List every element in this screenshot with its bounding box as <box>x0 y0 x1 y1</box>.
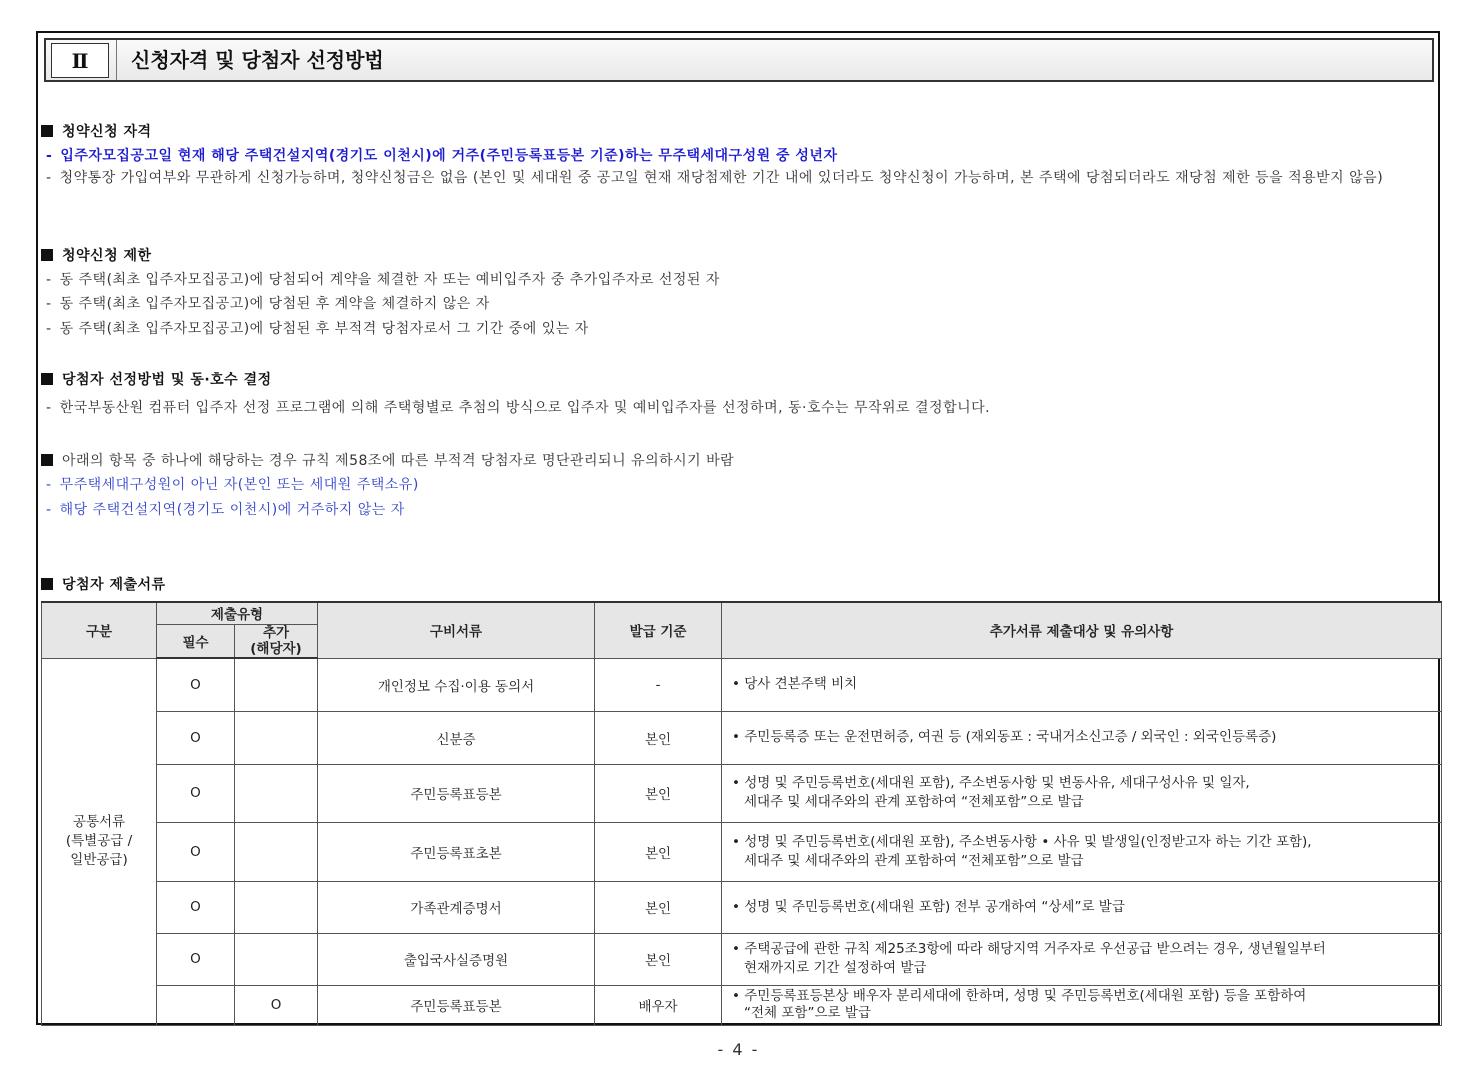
note-cell: • 당사 견본주택 비치 <box>722 658 1442 711</box>
additional-cell: O <box>235 985 318 1025</box>
page-frame <box>36 31 1440 1025</box>
header-category: 구분 <box>42 602 157 658</box>
basis-cell: - <box>595 658 722 711</box>
documents-table <box>41 601 1442 1026</box>
note-cell: • 주민등록표등본상 배우자 분리세대에 한하며, 성명 및 주민등록번호(세대원 포함) 등을 포함하여 “전체 포함”으로 발급 <box>722 985 1442 1025</box>
document-cell: 가족관계증명서 <box>318 881 595 933</box>
square-bullet-icon <box>41 249 53 261</box>
note-cell: • 성명 및 주민등록번호(세대원 포함), 주소변동사항 • 사유 및 발생일(인정받고자 하는 기간 포함), 세대주 및 세대주와의 관계 포함하여 “전체포함”으로 발급 <box>722 822 1442 881</box>
warning-heading: 아래의 항목 중 하나에 해당하는 경우 규칙 제58조에 따른 부적격 당첨자로 명단관리되니 유의하시기 바람 <box>41 450 734 470</box>
header-required: 필수 <box>157 624 235 658</box>
group-label: 공통서류 (특별공급 / 일반공급) <box>42 658 157 1025</box>
table-row <box>42 881 1442 933</box>
document-cell: 주민등록표등본 <box>318 764 595 822</box>
restriction-heading: 청약신청 제한 <box>41 245 152 265</box>
qualification-line-1: - 입주자모집공고일 현재 해당 주택건설지역(경기도 이천시)에 거주(주민등록표등본 기준)하는 무주택세대구성원 중 성년자 <box>46 148 838 164</box>
document-cell: 개인정보 수집·이용 동의서 <box>318 658 595 711</box>
section-header <box>44 38 1434 82</box>
header-submit-type: 제출유형 <box>157 602 318 624</box>
qualification-heading: 청약신청 자격 <box>41 121 152 141</box>
table-row <box>42 658 1442 711</box>
required-cell: O <box>157 822 235 881</box>
note-cell: • 주민등록증 또는 운전면허증, 여권 등 (재외동포 : 국내거소신고증 / 외국인 : 외국인등록증) <box>722 711 1442 764</box>
document-cell: 출입국사실증명원 <box>318 933 595 985</box>
header-issue-basis: 발급 기준 <box>595 602 722 658</box>
header-notes: 추가서류 제출대상 및 유의사항 <box>722 602 1442 658</box>
page-number: - 4 - <box>717 1040 760 1059</box>
required-cell: O <box>157 711 235 764</box>
selection-heading: 당첨자 선정방법 및 동·호수 결정 <box>41 369 272 389</box>
required-cell: O <box>157 933 235 985</box>
additional-cell <box>235 658 318 711</box>
section-number: Ⅱ <box>51 43 109 78</box>
required-cell: O <box>157 764 235 822</box>
document-cell: 주민등록표초본 <box>318 822 595 881</box>
restriction-item: - 동 주택(최초 입주자모집공고)에 당첨된 후 계약을 체결하지 않은 자 <box>46 296 490 312</box>
additional-cell <box>235 933 318 985</box>
additional-cell <box>235 881 318 933</box>
qualification-line-2: - 청약통장 가입여부와 무관하게 신청가능하며, 청약신청금은 없음 (본인 및 세대원 중 공고일 현재 재당첨제한 기간 내에 있더라도 청약신청이 가능하며, 본 주택에 당첨되더라도 재당첨 제한 등을 적용받지 않음) <box>46 170 1384 186</box>
header-additional: 추가 (해당자) <box>235 624 318 658</box>
basis-cell: 본인 <box>595 822 722 881</box>
selection-line: - 한국부동산원 컴퓨터 입주자 선정 프로그램에 의해 주택형별로 추첨의 방식으로 입주자 및 예비입주자를 선정하며, 동·호수는 무작위로 결정합니다. <box>46 400 991 416</box>
warning-item: - 무주택세대구성원이 아닌 자(본인 또는 세대원 주택소유) <box>46 477 419 493</box>
basis-cell: 본인 <box>595 881 722 933</box>
warning-item: - 해당 주택건설지역(경기도 이천시)에 거주하지 않는 자 <box>46 502 405 518</box>
note-cell: • 주택공급에 관한 규칙 제25조3항에 따라 해당지역 거주자로 우선공급 받으려는 경우, 생년월일부터 현재까지로 기간 설정하여 발급 <box>722 933 1442 985</box>
required-cell <box>157 985 235 1025</box>
table-row <box>42 764 1442 822</box>
basis-cell: 본인 <box>595 711 722 764</box>
table-row <box>42 711 1442 764</box>
basis-cell: 본인 <box>595 764 722 822</box>
restriction-item: - 동 주택(최초 입주자모집공고)에 당첨되어 계약을 체결한 자 또는 예비입주자 중 추가입주자로 선정된 자 <box>46 272 720 288</box>
table-row <box>42 933 1442 985</box>
basis-cell: 배우자 <box>595 985 722 1025</box>
square-bullet-icon <box>41 454 53 466</box>
additional-cell <box>235 711 318 764</box>
restriction-item: - 동 주택(최초 입주자모집공고)에 당첨된 후 부적격 당첨자로서 그 기간 중에 있는 자 <box>46 321 589 337</box>
table-row <box>42 822 1442 881</box>
document-cell: 주민등록표등본 <box>318 985 595 1025</box>
documents-heading: 당첨자 제출서류 <box>41 574 166 594</box>
square-bullet-icon <box>41 578 53 590</box>
document-cell: 신분증 <box>318 711 595 764</box>
additional-cell <box>235 822 318 881</box>
required-cell: O <box>157 881 235 933</box>
required-cell: O <box>157 658 235 711</box>
square-bullet-icon <box>41 125 53 137</box>
basis-cell: 본인 <box>595 933 722 985</box>
section-title: 신청자격 및 당첨자 선정방법 <box>116 40 384 80</box>
header-document: 구비서류 <box>318 602 595 658</box>
note-cell: • 성명 및 주민등록번호(세대원 포함), 주소변동사항 및 변동사유, 세대구성사유 및 일자, 세대주 및 세대주와의 관계 포함하여 “전체포함”으로 발급 <box>722 764 1442 822</box>
square-bullet-icon <box>41 373 53 385</box>
table-row <box>42 985 1442 1025</box>
note-cell: • 성명 및 주민등록번호(세대원 포함) 전부 공개하여 “상세”로 발급 <box>722 881 1442 933</box>
additional-cell <box>235 764 318 822</box>
